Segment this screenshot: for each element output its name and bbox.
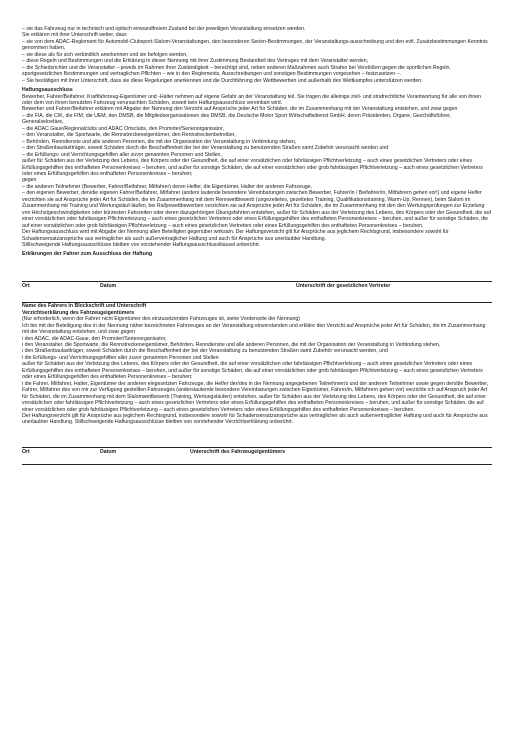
- signature-labels-owner: [22, 449, 492, 455]
- owner-signature-label: Unterschrift des Fahrzeugeigentümers: [190, 448, 286, 455]
- intro-paragraph: – sie von dem ADAC-Reglement für Automobil-Clubsport-Slalom-Veranstaltungen, den besonderen Serien-Bestimmungen, der Veranstaltungs-ausschreibung und den evtl. Zusatzbestimmungen Kenntnis genommen haben,: [22, 38, 488, 52]
- verzicht-paragraph: außer für Schäden aus der Verletzung des Lebens, des Körpers oder der Gesundheit, die auf einer vorsätzlichen oder fahrlässigen Pflichtverletzung – auch eines gesetzlichen Vertreters oder eines Erfüllungsgehilfen des enthafteten Personenkreises – beruhen, und außer für sonstige Schäden, die auf einer vorsätzlichen oder grob fahrlässigen Pflichtverletzung – auch eines gesetzlichen Vertreters oder eines Erfüllungsgehilfen des enthafteten Personenkreises – beruhen;: [22, 361, 483, 381]
- verzicht-paragraph: Ich bin mit der Beteiligung des in der Nennung näher bezeichneten Fahrzeuges an der Veranstaltung einverstanden und erkläre den Verzicht auf Ansprüche jeder Art für Schäden, die im Zusammenhang mit der Veranstaltung entstehen, und zwar gegen: [22, 322, 486, 336]
- haftung-paragraph: verzichten sie auf Ansprüche jeder Art für Schäden, die im Zusammenhang mit dem Rennwettbewerb (ungezeitetes, gezeitetes Training, Qualifikationstraining, Warm-Up, Rennen), beim Slalom im Zusammenhang mit Training und Wertungsläuf-läufen, bei Rallyewettbewerben verzichten sie auf Ansprüche jeder Art für Schäden, die im Zusammenhang mit den den Wertungsprüfungen zur Erzielung von Höchstgeschwindigkeiten oder kürzesten Fahrzeiten oder deren dazugehörigen Übungsfahrten entstehen, außer für Schäden aus der Verletzung des Lebens, des Körpers oder der Gesundheit, die auf einer vorsätzlichen oder fahrlässigen Pflichtverletzung – auch eines gesetzlichen Vertreters oder eines Erfüllungsgehilfen des enthafteten Personenkreises – beruhen, und außer für sonstige Schäden, die auf einer vorsätzlichen oder grob fahrlässigen Pflichtverletzung – auch eines gesetzlichen Vertreters oder eines Erfüllungsgehilfen des enthafteten Personenkreises – beruhen.: [22, 196, 491, 229]
- datum-label: Datum: [100, 448, 117, 455]
- verzicht-paragraph: i die Fahrer, Mitfahrer, Halter, Eigentümer der anderen eingesetzten Fahrzeuge, die Helfer der/des in der Nennung angegebenen Teilnehmer/s und der anderen Teilnehmer sowie gegen den/die Bewerber, Fahrer, Mitfahrer des von mir zur Verfügung gestellten Fahrzeuges (anderslautende besondere Vereinbarungen zwischen Eigentümer, Fahrer/in, Mitfahrern gehen vor) verzichte ich auf Anspruch jeder Art für Schäden, die im Zusammenhang mit dem Slalomwettbewerb (Training, Wertungsläufen) entstehen, außer für Schäden aus der Verletzung des Lebens, des Körpers oder der Gesundheit, die auf einer vorsätzlichen oder fahrlässigen Pflichtverletzung – auch eines gesetzlichen Vertreters oder eines Erfüllungsgehilfen des enthafteten Personenkreises – beruhen, und außer für sonstige Schäden, die auf einer vorsätzlichen oder grob fahrlässigen Pflichtverletzung – auch eines gesetzlichen Vertreters oder eines Erfüllungsgehilfen des enthafteten Personenkreises – beruhen.: [22, 380, 489, 413]
- haftung-paragraph: – die anderen Teilnehmer (Bewerber, Fahrer/Beifahrer, Mitfahrer) deren Helfer, die Eigentümer, Halter der anderen Fahrzeuge,: [22, 183, 312, 190]
- haftungsausschluss-section: [22, 87, 492, 248]
- driver-name-label: Name des Fahrers in Blockschrift und Unterschrift: [22, 303, 147, 310]
- haftung-paragraph: – die Erfüllungs- und Verrichtungsgehilfen aller zuvor genannten Personen und Stellen,: [22, 151, 222, 158]
- intro-paragraph: – die Schiedsrichter und die Veranstalter – jeweils im Rahmen ihrer Zuständigkeit – berechtigt sind, neben anderen Maßnahmen auch Strafen bei Verstößen gegen die sportlichen Regeln, sportgesetzlichen Bestimmungen und vertraglichen Pflichten – wie in den Reglements, Ausschreibungen und sonstigen Bestimmungen vorgesehen – festzusetzen –.: [22, 64, 451, 78]
- guardian-signature-label: Unterschrift der gesetzlichen Vertreter: [296, 282, 391, 289]
- intro-paragraph: – Sie bestätigen mit ihrer Unterschrift, dass sie diese Regelungen anerkennen und die Durchführung der Wettbewerben und außerhalb des Wettkampfes unterstützen werden.: [22, 77, 423, 84]
- intro-paragraph: – diese Regeln und Bestimmungen und die Erklärung in dieser Nennung mit ihrer Zustimmung Bestandteil des Vertrages mit dem Veranstalter werden,: [22, 58, 369, 65]
- section-heading: Haftungsausschluss: [22, 87, 73, 94]
- haftung-paragraph: Bewerber und Fahrer/Beifahrer erklären mit Abgabe der Nennung den Verzicht auf Ansprüche jeder Art für Schäden, die im Zusammenhang mit der Veranstaltung entstehen, und zwar gegen: [22, 106, 458, 113]
- signature-line[interactable]: [22, 447, 492, 448]
- ort-label: Ort: [22, 448, 30, 455]
- intro-paragraph: – sie diese als für sich verbindlich anerkennen und sie befolgen werden,: [22, 51, 188, 58]
- haftung-paragraph: – den Straßenbaulastträger, soweit Schäden durch die Beschaffenheit der bei der Veranstaltung zu benutzenden Straßen samt Zubehör verursacht werden und: [22, 145, 389, 152]
- haftung-paragraph: Bewerber, Fahrer/Beifahrer, Kraftfahrzeug-Eigentümer und -Halter nehmen auf eigene Gefahr an der Veranstaltung teil. Sie tragen die alleinige zivil- und strafrechtliche Verantwortung für alle von ihnen oder dem von ihnen benutzten Fahrzeug verursachten Schäden, soweit kein Haftungsausschluss vereinbart wird.: [22, 93, 482, 106]
- verzicht-paragraph: Der Haftungsverzicht gilt für Ansprüche aus jeglichem Rechtsgrund, insbesondere sowohl für Schadensersatzansprüche aus vertraglicher als auch außervertraglicher Haftung und auch für Ansprüche aus unerlaubter Handlung. Stillschweigende Haftungsausschlüsse bleiben von vorstehender Verzichtserklärung unberührt.: [22, 413, 488, 426]
- verzicht-paragraph: i die Erfüllungs- und Verrichtungsgehilfen aller zuvor genannten Personen und Stellen: [22, 354, 219, 361]
- datum-label: Datum: [100, 282, 117, 289]
- ort-label: Ort: [22, 282, 30, 289]
- haftung-paragraph: – den Veranstalter, die Sportwarte, die Rennstreckeneigentümer, den Rennstreckenbetreiber,: [22, 132, 236, 139]
- verzicht-section: [22, 310, 492, 426]
- verzicht-paragraph: (Nur erforderlich, wenn der Fahrer nicht Eigentümer des einzusetzenden Fahrzeuges ist, siehe Vorderseite der Nennung): [22, 316, 300, 323]
- haftung-paragraph: – die FIA, die CIK, die FIM, die UEM, den DMSB, die Mitgliedsorganisationen des DMSB, die Deutsche Motor Sport Wirtschaftsdienst GmbH, deren Präsidenten, Organe, Geschäftsführer, Generalsekretäre,: [22, 112, 452, 126]
- haftung-paragraph: – Behörden, Renndienste und alle anderen Personen, die mit der Organisation der Veranstaltung in Verbindung stehen,: [22, 138, 297, 145]
- signature-labels-drivers: [22, 283, 492, 289]
- erklaerung-heading: Erklärungen der Fahrer zum Ausschluss der Haftung: [22, 251, 153, 258]
- haftung-paragraph: gegen: [22, 177, 37, 184]
- signature-line[interactable]: [22, 464, 492, 465]
- signature-line[interactable]: [22, 281, 492, 282]
- intro-section: [22, 26, 492, 84]
- intro-paragraph: – sie das Fahrzeug nur in technisch und optisch einwandfreiem Zustand bei der jeweiligen Veranstaltung einsetzen werden.: [22, 26, 306, 32]
- verzicht-paragraph: i den Veranstalter, die Sportwarte, die Rennstreckeneigentümer, Behörden, Renndienste und alle anderen Personen, die mit der Organisation der Veranstaltung in Verbindung stehen,: [22, 342, 441, 349]
- haftung-paragraph: – die ADAC Gaue/Regionalclubs und ADAC Ortsclubs, den Promoter/Serienorganisator,: [22, 125, 224, 132]
- haftung-paragraph: Der Haftungsausschluss wird mit Abgabe der Nennung allen Beteiligten gegenüber wirksam. Der Haftungsverzicht gilt für Ansprüche aus jeglichem Rechtsgrund, insbesondere sowohl für Schadensersatzansprüche aus vertraglicher als auch außervertraglicher Haftung und auch für Ansprüche aus unerlaubter Handlung.: [22, 229, 449, 242]
- section-heading: Verzichtserklärung des Fahrzeugeigentümers: [22, 309, 135, 316]
- verzicht-paragraph: i den ADAC, die ADAC-Gaue, den Promoter/Serienorganisator,: [22, 335, 167, 342]
- haftung-paragraph: Stillschweigende Haftungsausschlüsse bleiben von vorstehender Haftungsausschlussklausel unberührt.: [22, 241, 261, 248]
- haftung-paragraph: – den eigenen Bewerber, den/die eigenen Fahrer/Beifahrer, Mitfahrer (anders lautende besondere Vereinbarungen zwischen Bewerber, Fahrer/in / Beifahrer/in, Mitfahrern gehen vor!) und eigene Helfer: [22, 190, 482, 197]
- haftung-paragraph: außer für Schäden aus der Verletzung des Lebens, des Körpers oder der Gesundheit, die auf einer vorsätzlichen oder fahrlässigen Pflichtverletzung – auch eines gesetzlichen Vertreters oder eines Erfüllungsgehilfen des enthafteten Personenkreises – beruhen, und außer für sonstige Schäden, die auf einer vorsätzlichen oder grob fahrlässigen Pflichtverletzung – auch eines gesetzlichen Vertreters oder eines Erfüllungsgehilfen des enthafteten Personenkreises – beruhen;: [22, 158, 483, 177]
- intro-paragraph: Sie erklären mit ihrer Unterschrift weiter, dass: [22, 32, 127, 39]
- verzicht-paragraph: i den Straßenbaulastträger, soweit Schäden durch die Beschaffenheit der bei der Veranstaltung zu benutzenden Straßen samt Zubehör verursacht werden, und: [22, 348, 388, 355]
